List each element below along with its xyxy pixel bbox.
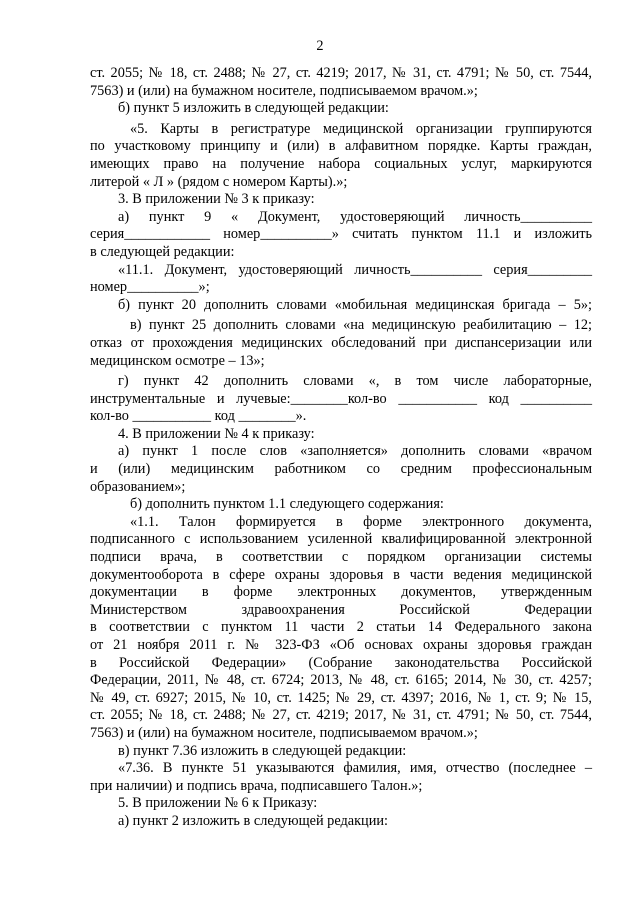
- text-line: г) пункт 42 дополнить словами «, в том числе лабораторные,: [118, 373, 592, 390]
- text-line: подписанного с использованием усиленной квалифицированной электронной: [90, 531, 592, 548]
- text-line: и (или) медицинским работником со средним профессиональным: [90, 461, 592, 478]
- text-line: подписи врача, в соответствии с порядком организации системы: [90, 549, 592, 566]
- text-line: «7.36. В пункте 51 указываются фамилия, имя, отчество (последнее –: [118, 760, 592, 777]
- text-line: ст. 2055; № 18, ст. 2488; № 27, ст. 4219; 2017, № 31, ст. 4791; № 50, ст. 7544,: [90, 65, 592, 81]
- text-line: в) пункт 25 дополнить словами «на медицинскую реабилитацию – 12;: [130, 317, 592, 334]
- text-line: 7563) и (или) на бумажном носителе, подписываемом врачом.»;: [90, 82, 478, 99]
- text-line: в следующей редакции:: [90, 243, 235, 260]
- text-line: б) дополнить пунктом 1.1 следующего содержания:: [130, 496, 444, 513]
- text-line: кол-во ___________ код ________».: [90, 408, 307, 425]
- text-line: Федерации, 2011, № 48, ст. 6724; 2013, № 48, ст. 6165; 2014, № 30, ст. 4257;: [90, 672, 592, 689]
- text-line: в) пункт 7.36 изложить в следующей редакции:: [118, 742, 407, 759]
- text-line: имеющих право на получение набора социальных услуг, маркируются: [90, 155, 592, 172]
- text-line: документации в форме электронных документов, утвержденным: [90, 584, 592, 601]
- text-line: 5. В приложении № 6 к Приказу:: [118, 795, 318, 812]
- text-line: по участковому принципу и (или) в алфавитном порядке. Карты граждан,: [90, 138, 592, 155]
- text-line: а) пункт 2 изложить в следующей редакции:: [118, 812, 388, 829]
- text-line: документооборота в сфере охраны здоровья в части ведения медицинской: [90, 566, 592, 583]
- text-line: б) пункт 5 изложить в следующей редакции:: [118, 100, 389, 117]
- text-line: в соответствии с пунктом 11 части 2 статьи 14 Федерального закона: [90, 619, 592, 636]
- text-line: отказ от прохождения медицинских обследований при диспансеризации или: [90, 334, 592, 351]
- text-line: от 21 ноября 2011 г. № 323-ФЗ «Об основах охраны здоровья граждан: [90, 637, 592, 653]
- text-line: 3. В приложении № 3 к приказу:: [118, 191, 315, 208]
- page-number: 2: [316, 38, 324, 54]
- text-line: литерой « Л » (рядом с номером Карты).»;: [90, 173, 348, 190]
- text-line: 7563) и (или) на бумажном носителе, подписываемом врачом.»;: [90, 724, 478, 741]
- text-line: в Российской Федерации» (Собрание законодательства Российской: [90, 654, 592, 671]
- text-line: «5. Карты в регистратуре медицинской организации группируются: [130, 120, 592, 137]
- text-line: № 49, ст. 6927; 2015, № 10, ст. 1425; № 29, ст. 4397; 2016, № 1, ст. 9; № 15,: [90, 689, 592, 706]
- text-line: медицинском осмотре – 13»;: [90, 352, 265, 369]
- text-line: Министерством здравоохранения Российской Федерации: [90, 601, 592, 618]
- text-line: образованием»;: [90, 478, 186, 495]
- text-line: серия____________ номер__________» считать пунктом 11.1 и изложить: [90, 226, 592, 243]
- text-line: б) пункт 20 дополнить словами «мобильная медицинская бригада – 5»;: [118, 296, 592, 313]
- text-line: инструментальные и лучевые:________кол-во ___________ код __________: [90, 390, 592, 407]
- text-line: «11.1. Документ, удостоверяющий личность__________ серия_________: [118, 261, 592, 278]
- text-line: номер__________»;: [90, 279, 210, 296]
- text-line: а) пункт 9 « Документ, удостоверяющий личность__________: [118, 208, 592, 225]
- text-line: а) пункт 1 после слов «заполняется» дополнить словами «врачом: [118, 443, 592, 460]
- text-line: при наличии) и подпись врача, подписавшего Талон.»;: [90, 777, 423, 794]
- text-line: «1.1. Талон формируется в форме электронного документа,: [130, 513, 592, 530]
- document-body: [90, 65, 592, 831]
- text-line: ст. 2055; № 18, ст. 2488; № 27, ст. 4219; 2017, № 31, ст. 4791; № 50, ст. 7544,: [90, 707, 592, 724]
- text-line: 4. В приложении № 4 к приказу:: [118, 425, 315, 442]
